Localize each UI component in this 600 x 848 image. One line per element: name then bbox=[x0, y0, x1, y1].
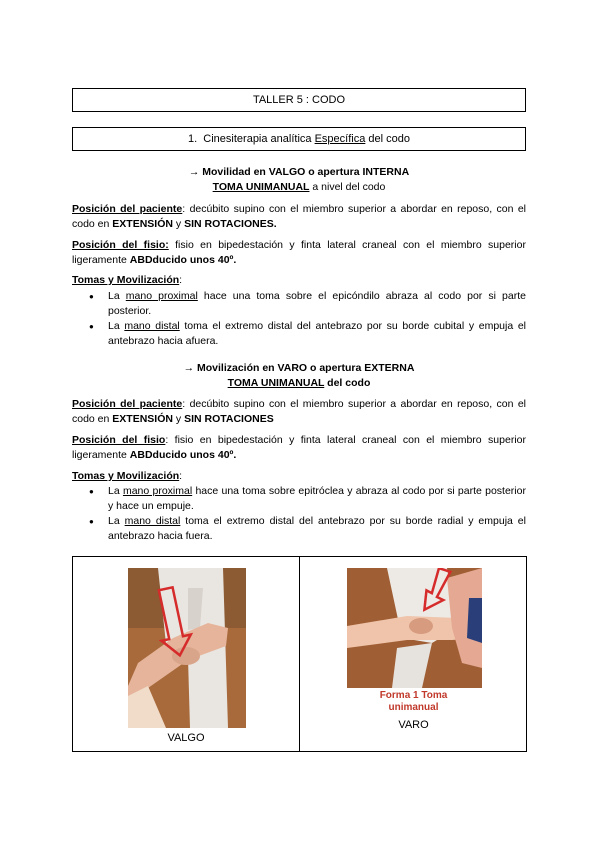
list-item bbox=[72, 484, 526, 514]
valgo-fisio-bold: ABDducido unos 40º. bbox=[129, 254, 237, 266]
varo-fisio-label: Posición del fisio bbox=[72, 434, 166, 446]
varo-tomas-colon: : bbox=[179, 470, 183, 482]
valgo-toma-label: TOMA UNIMANUAL bbox=[212, 181, 310, 193]
valgo-bullet-list bbox=[72, 289, 526, 349]
varo-heading-text: → Movilización en VARO o apertura EXTERNA bbox=[183, 362, 415, 374]
varo-fisio-bold: ABDducido unos 40º. bbox=[129, 449, 237, 461]
bullet-underlined: mano distal bbox=[124, 515, 181, 527]
valgo-paciente-text2: y bbox=[172, 218, 185, 230]
valgo-toma-rest: a nivel del codo bbox=[309, 181, 386, 193]
bullet-post: hace una toma sobre epitróclea y abraza al codo por si parte posterior y hace un empuje. bbox=[108, 485, 526, 512]
varo-paciente-label: Posición del paciente bbox=[72, 398, 183, 410]
varo-tomas-label: Tomas y Movilización bbox=[72, 470, 180, 482]
overlay-line2: unimanual bbox=[388, 702, 439, 713]
valgo-tomas-colon: : bbox=[179, 274, 183, 286]
section-number: 1. bbox=[187, 133, 198, 145]
varo-paciente-text2: y bbox=[172, 413, 185, 425]
overlay-line1: Forma 1 Toma bbox=[379, 690, 448, 701]
caption-varo: VARO bbox=[398, 719, 429, 731]
valgo-heading bbox=[72, 165, 526, 195]
valgo-paciente-label: Posición del paciente bbox=[72, 203, 183, 215]
valgo-tomas-label: Tomas y Movilización bbox=[72, 274, 180, 286]
section-title-post: del codo bbox=[365, 133, 410, 145]
list-item bbox=[72, 289, 526, 319]
valgo-tomas-heading bbox=[72, 273, 526, 288]
varo-paciente-bold1: EXTENSIÓN bbox=[112, 413, 173, 425]
bullet-post: toma el extremo distal del antebrazo por su borde radial y empuja el antebrazo hacia fuera. bbox=[108, 515, 526, 542]
bullet-underlined: mano proximal bbox=[125, 290, 198, 302]
image-cell-valgo bbox=[73, 557, 299, 751]
bullet-pre: La bbox=[108, 515, 125, 527]
varo-heading bbox=[72, 361, 526, 391]
caption-valgo: VALGO bbox=[167, 732, 205, 744]
varo-paciente-bold2: SIN ROTACIONES bbox=[184, 413, 274, 425]
valgo-paciente-paragraph bbox=[72, 202, 526, 232]
bullet-pre: La bbox=[108, 290, 126, 302]
bullet-pre: La bbox=[108, 320, 125, 332]
varo-toma-label: TOMA UNIMANUAL bbox=[227, 377, 325, 389]
varo-toma-rest: del codo bbox=[324, 377, 371, 389]
valgo-paciente-text1: : decúbito supino con el miembro superior a abordar en reposo, con el codo en bbox=[72, 203, 526, 230]
bullet-post: toma el extremo distal del antebrazo por su borde cubital y empuja el antebrazo hacia afuera. bbox=[108, 320, 526, 347]
section-title-underlined: Específica bbox=[314, 133, 366, 145]
varo-tomas-heading bbox=[72, 469, 526, 484]
image-cell-varo bbox=[300, 557, 527, 751]
valgo-fisio-paragraph bbox=[72, 238, 526, 268]
section-title bbox=[72, 127, 526, 151]
section-title-pre: Cinesiterapia analítica bbox=[203, 133, 315, 145]
varo-paciente-text1: : decúbito supino con el miembro superior a abordar en reposo, con el codo en bbox=[72, 398, 526, 425]
photo-varo bbox=[347, 568, 482, 688]
bullet-post: hace una toma sobre el epicóndilo abraza al codo por si parte posterior. bbox=[108, 290, 526, 317]
list-item bbox=[72, 514, 526, 544]
valgo-heading-text: → Movilidad en VALGO o apertura INTERNA bbox=[188, 166, 410, 178]
varo-bullet-list bbox=[72, 484, 526, 544]
valgo-paciente-bold1: EXTENSIÓN bbox=[112, 218, 173, 230]
varo-fisio-paragraph bbox=[72, 433, 526, 463]
bullet-underlined: mano distal bbox=[124, 320, 180, 332]
varo-paciente-paragraph bbox=[72, 397, 526, 427]
overlay-forma-label bbox=[300, 690, 527, 714]
valgo-fisio-text: fisio en bipedestación y finta lateral craneal con el miembro superior ligeramente bbox=[72, 239, 526, 266]
bullet-underlined: mano proximal bbox=[122, 485, 193, 497]
list-item bbox=[72, 319, 526, 349]
valgo-paciente-bold2: SIN ROTACIONES. bbox=[184, 218, 277, 230]
varo-fisio-text: : fisio en bipedestación y finta lateral craneal con el miembro superior ligeramente bbox=[72, 434, 526, 461]
bullet-pre: La bbox=[108, 485, 123, 497]
valgo-fisio-label: Posición del fisio: bbox=[72, 239, 169, 251]
page-title: TALLER 5 : CODO bbox=[72, 88, 526, 112]
image-table bbox=[72, 556, 527, 752]
photo-valgo bbox=[128, 568, 246, 728]
